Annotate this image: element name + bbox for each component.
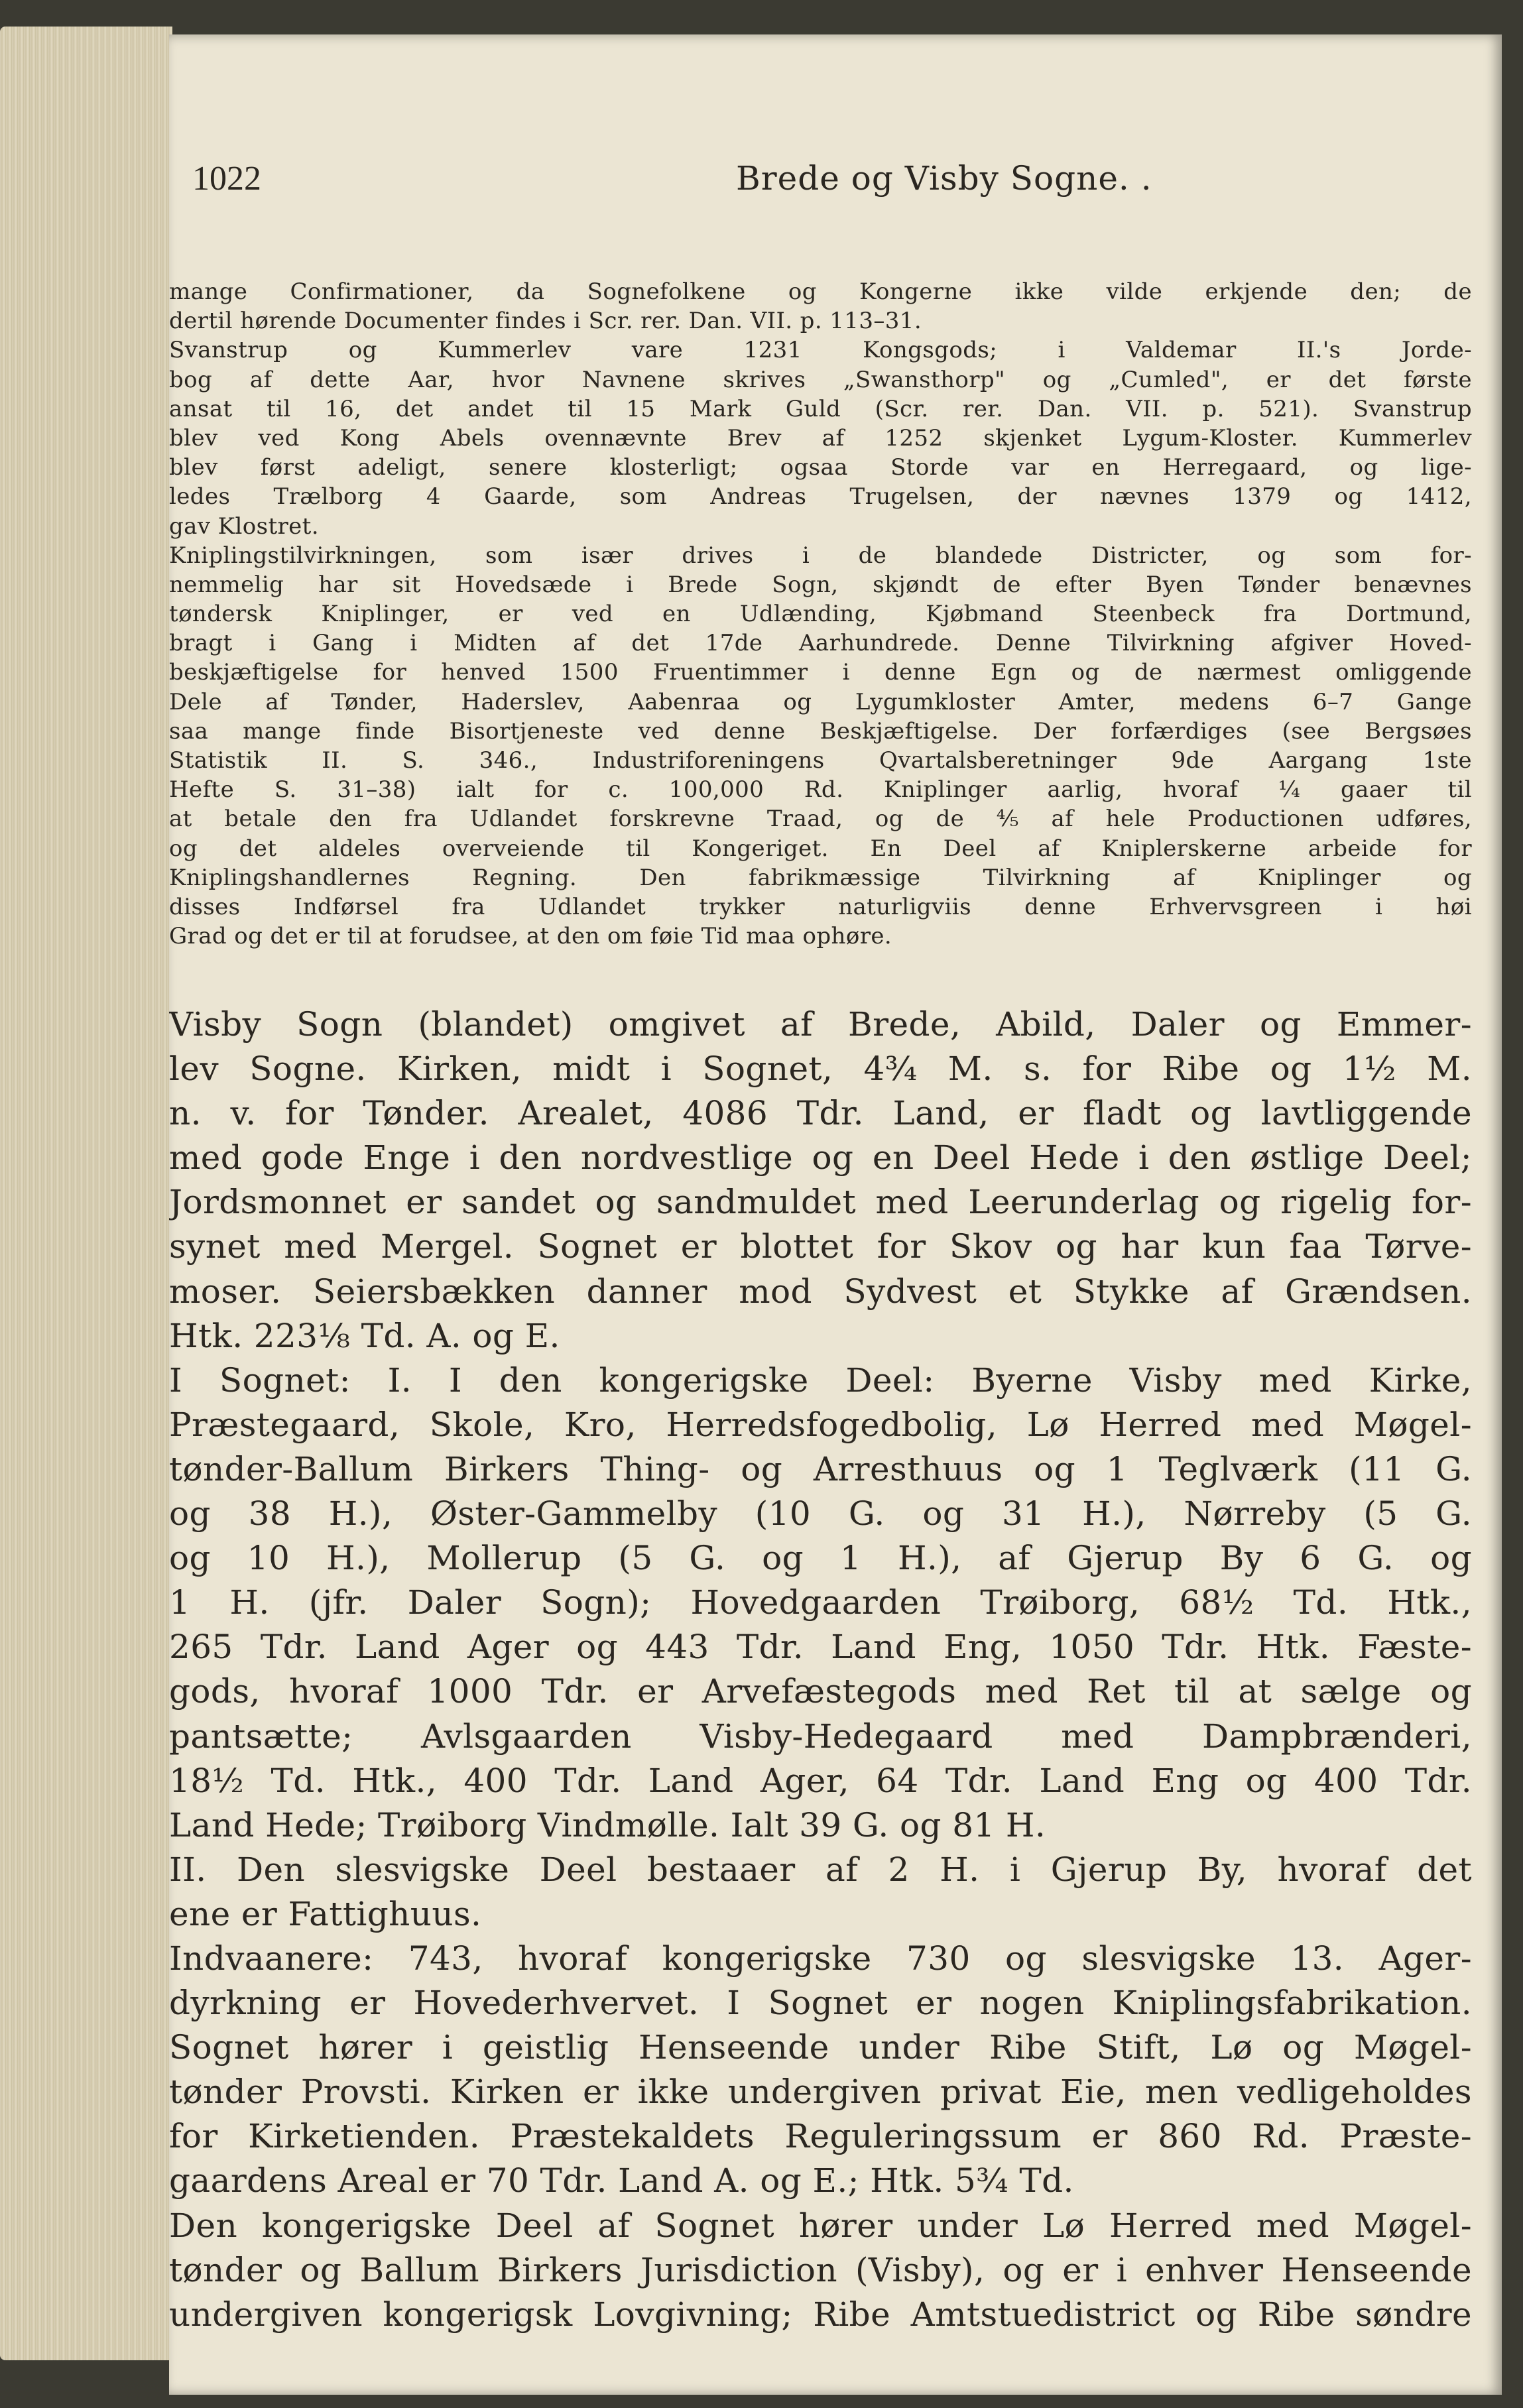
body-text-line: tønder-Ballum Birkers Thing- og Arresthuus og 1 Teglværk (11 G. (169, 1449, 1472, 1488)
small-text-line: Svanstrup og Kummerlev vare 1231 Kongsgods; i Valdemar II.'s Jorde- (169, 337, 1472, 364)
small-text-line: dertil hørende Documenter findes i Scr. rer. Dan. VII. p. 113–31. (169, 308, 922, 335)
small-text-line: Hefte S. 31–38) ialt for c. 100,000 Rd. Kniplinger aarlig, hvoraf ¼ gaaer til (169, 776, 1472, 804)
small-text-line: bragt i Gang i Midten af det 17de Aarhundrede. Denne Tilvirkning afgiver Hoved- (169, 630, 1472, 657)
body-text-line: Land Hede; Trøiborg Vindmølle. Ialt 39 G. og 81 H. (169, 1805, 1046, 1844)
small-text-line: gav Klostret. (169, 512, 319, 540)
small-text-line: Grad og det er til at forudsee, at den om føie Tid maa ophøre. (169, 923, 892, 950)
body-text-line: 1 H. (jfr. Daler Sogn); Hovedgaarden Trøiborg, 68½ Td. Htk., (169, 1583, 1472, 1622)
body-text-line: Htk. 223⅛ Td. A. og E. (169, 1316, 560, 1355)
small-text-line: tøndersk Kniplinger, er ved en Udlænding, Kjøbmand Steenbeck fra Dortmund, (169, 601, 1472, 628)
small-text-line: bog af dette Aar, hvor Navnene skrives „Swansthorp" og „Cumled", er det første (169, 366, 1472, 393)
body-text-line: Jordsmonnet er sandet og sandmuldet med Leerunderlag og rigelig for- (169, 1183, 1472, 1222)
page-number: 1022 (192, 160, 261, 198)
body-text-line: tønder og Ballum Birkers Jurisdiction (Visby), og er i enhver Henseende (169, 2250, 1472, 2289)
body-text-line: ene er Fattighuus. (169, 1894, 482, 1933)
small-text-line: at betale den fra Udlandet forskrevne Traad, og de ⁴⁄₅ af hele Productionen udføres, (169, 806, 1472, 833)
body-text-line: Visby Sogn (blandet) omgivet af Brede, Abild, Daler og Emmer- (169, 1005, 1472, 1044)
body-text-line: for Kirketienden. Præstekaldets Reguleringssum er 860 Rd. Præste- (169, 2117, 1472, 2156)
small-text-line: mange Confirmationer, da Sognefolkene og Kongerne ikke vilde erkjende den; de (169, 278, 1472, 305)
body-text-line: undergiven kongerigsk Lovgivning; Ribe Amtstuedistrict og Ribe søndre (169, 2295, 1472, 2334)
body-text-line: og 38 H.), Øster-Gammelby (10 G. og 31 H.), Nørreby (5 G. (169, 1494, 1472, 1534)
body-text-line: 18½ Td. Htk., 400 Tdr. Land Ager, 64 Tdr. Land Eng og 400 Tdr. (169, 1761, 1472, 1800)
small-text-line: nemmelig har sit Hovedsæde i Brede Sogn, skjøndt de efter Byen Tønder benævnes (169, 571, 1472, 598)
body-text-line: gaardens Areal er 70 Tdr. Land A. og E.; Htk. 5¾ Td. (169, 2161, 1074, 2200)
body-text-line: synet med Mergel. Sognet er blottet for Skov og har kun faa Tørve- (169, 1227, 1472, 1266)
body-text-line: Sognet hører i geistlig Henseende under Ribe Stift, Lø og Møgel- (169, 2028, 1472, 2067)
small-text-line: Kniplingstilvirkningen, som især drives i de blandede Districter, og som for- (169, 542, 1472, 569)
small-text-line: ledes Trælborg 4 Gaarde, som Andreas Trugelsen, der nævnes 1379 og 1412, (169, 483, 1472, 511)
body-text-line: I Sognet: I. I den kongerigske Deel: Byerne Visby med Kirke, (169, 1360, 1472, 1400)
running-title: Brede og Visby Sogne. . (736, 159, 1152, 198)
small-text-line: saa mange finde Bisortjeneste ved denne Beskjæftigelse. Der forfærdiges (see Bergsøes (169, 717, 1472, 745)
body-text-line: og 10 H.), Mollerup (5 G. og 1 H.), af Gjerup By 6 G. og (169, 1539, 1472, 1578)
running-head (192, 159, 1465, 225)
small-text-line: ansat til 16, det andet til 15 Mark Guld (Scr. rer. Dan. VII. p. 521). Svanstrup (169, 395, 1472, 422)
small-text-line: Kniplingshandlernes Regning. Den fabrikmæssige Tilvirkning af Kniplinger og (169, 864, 1472, 891)
body-text-line: med gode Enge i den nordvestlige og en Deel Hede i den østlige Deel; (169, 1138, 1472, 1177)
body-text-line: dyrkning er Hovederhvervet. I Sognet er nogen Kniplingsfabrikation. (169, 1984, 1472, 2023)
small-print-section (169, 277, 1472, 951)
small-text-line: blev ved Kong Abels ovennævnte Brev af 1252 skjenket Lygum-Kloster. Kummerlev (169, 424, 1472, 452)
small-text-line: Statistik II. S. 346., Industriforeningens Qvartalsberetninger 9de Aargang 1ste (169, 747, 1472, 774)
body-text-line: gods, hvoraf 1000 Tdr. er Arvefæstegods med Ret til at sælge og (169, 1672, 1472, 1711)
small-text-line: beskjæftigelse for henved 1500 Fruentimmer i denne Egn og de nærmest omliggende (169, 659, 1472, 686)
body-text-line: moser. Seiersbækken danner mod Sydvest et Stykke af Grændsen. (169, 1272, 1472, 1311)
book-page-edges (0, 27, 172, 2360)
body-text-line: 265 Tdr. Land Ager og 443 Tdr. Land Eng, 1050 Tdr. Htk. Fæste- (169, 1628, 1472, 1667)
body-text-line: n. v. for Tønder. Arealet, 4086 Tdr. Land, er fladt og lavtliggende (169, 1094, 1472, 1133)
small-text-line: disses Indførsel fra Udlandet trykker naturligviis denne Erhvervsgreen i høi (169, 893, 1472, 920)
parish-description-section (169, 1002, 1472, 2337)
body-text-line: II. Den slesvigske Deel bestaaer af 2 H. i Gjerup By, hvoraf det (169, 1850, 1472, 1889)
body-text-line: tønder Provsti. Kirken er ikke undergiven privat Eie, men vedligeholdes (169, 2073, 1472, 2112)
small-text-line: og det aldeles overveiende til Kongeriget. En Deel af Kniplerskerne arbeide for (169, 835, 1472, 862)
body-text-line: Den kongerigske Deel af Sognet hører under Lø Herred med Møgel- (169, 2206, 1472, 2245)
body-text-line: pantsætte; Avlsgaarden Visby-Hedegaard med Dampbrænderi, (169, 1716, 1472, 1756)
small-text-line: Dele af Tønder, Haderslev, Aabenraa og Lygumkloster Amter, medens 6–7 Gange (169, 688, 1472, 715)
small-text-line: blev først adeligt, senere klosterligt; ogsaa Storde var en Herregaard, og lige- (169, 454, 1472, 481)
body-text-line: Præstegaard, Skole, Kro, Herredsfogedbolig, Lø Herred med Møgel- (169, 1405, 1472, 1444)
body-text-line: lev Sogne. Kirken, midt i Sognet, 4¾ M. s. for Ribe og 1½ M. (169, 1050, 1472, 1089)
body-text-line: Indvaanere: 743, hvoraf kongerigske 730 og slesvigske 13. Ager- (169, 1939, 1472, 1978)
